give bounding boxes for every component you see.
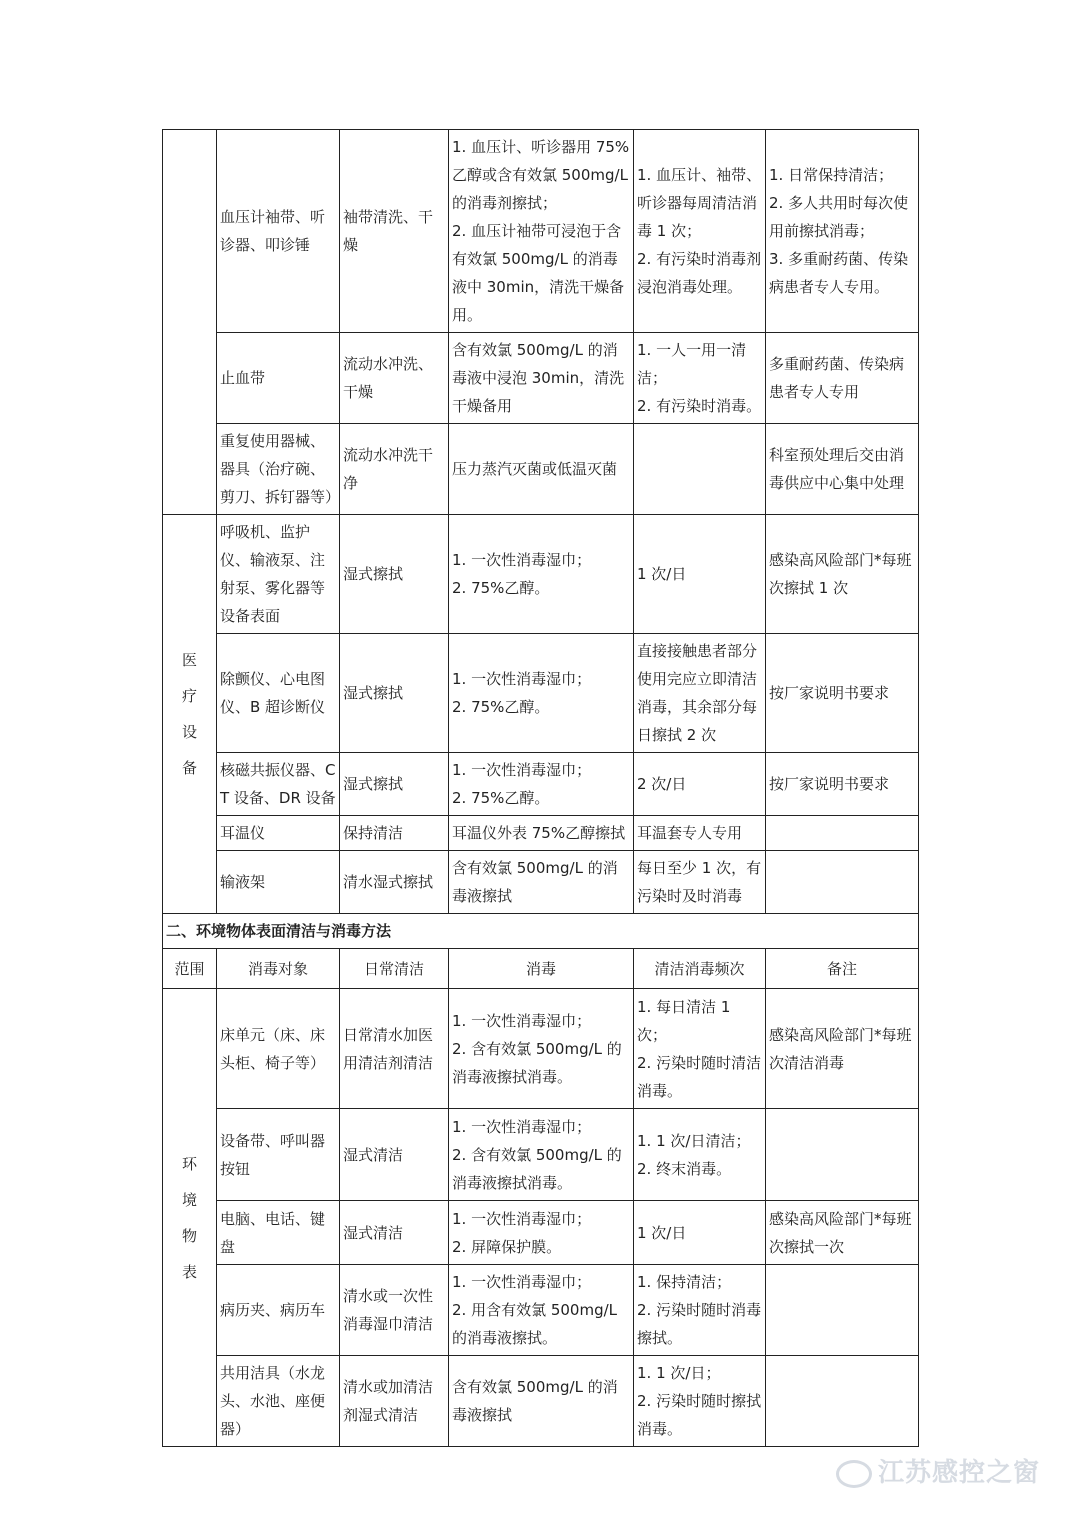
table-row (163, 753, 919, 816)
category-cell-environment (163, 989, 217, 1447)
header-method: 消毒 (449, 949, 634, 989)
table-row (163, 634, 919, 753)
table-row (163, 424, 919, 515)
cell-note: 感染高风险部门*每班次清洁消毒 (766, 989, 919, 1109)
cell-daily-cleaning: 日常清水加医用清洁剂清洁 (340, 989, 449, 1109)
cell-daily-cleaning: 湿式擦拭 (340, 515, 449, 634)
cell-object: 床单元（床、床头柜、椅子等） (217, 989, 340, 1109)
cell-disinfection: 含有效氯 500mg/L 的消毒液中浸泡 30min，清洗干燥备用 (449, 333, 634, 424)
table-row (163, 1265, 919, 1356)
cell-object: 共用洁具（水龙头、水池、座便器） (217, 1356, 340, 1447)
table-row (163, 816, 919, 851)
category-label: 医疗设备 (181, 651, 197, 777)
cell-frequency: 直接接触患者部分使用完应立即清洁消毒，其余部分每日擦拭 2 次 (634, 634, 766, 753)
cell-disinfection: 1. 一次性消毒湿巾； 2. 含有效氯 500mg/L 的消毒液擦拭消毒。 (449, 989, 634, 1109)
cell-object: 设备带、呼叫器按钮 (217, 1109, 340, 1201)
cell-object: 除颤仪、心电图仪、B 超诊断仪 (217, 634, 340, 753)
cell-object: 止血带 (217, 333, 340, 424)
cell-daily-cleaning: 湿式清洁 (340, 1201, 449, 1265)
table-row (163, 130, 919, 333)
cell-note (766, 851, 919, 914)
cell-note: 按厂家说明书要求 (766, 753, 919, 816)
cell-frequency: 1. 血压计、袖带、听诊器每周清洁消毒 1 次； 2. 有污染时消毒剂浸泡消毒处理。 (634, 130, 766, 333)
cell-note: 感染高风险部门*每班次擦拭 1 次 (766, 515, 919, 634)
cell-note (766, 1109, 919, 1201)
cell-frequency (634, 424, 766, 515)
cell-disinfection: 1. 一次性消毒湿巾； 2. 75%乙醇。 (449, 515, 634, 634)
cell-object: 核磁共振仪器、CT 设备、DR 设备 (217, 753, 340, 816)
cell-daily-cleaning: 清水湿式擦拭 (340, 851, 449, 914)
watermark-text: 江苏感控之窗 (877, 1458, 1040, 1488)
cell-disinfection: 压力蒸汽灭菌或低温灭菌 (449, 424, 634, 515)
header-object: 消毒对象 (217, 949, 340, 989)
cell-daily-cleaning: 湿式擦拭 (340, 753, 449, 816)
category-cell-medical-equipment (163, 515, 217, 914)
cell-daily-cleaning: 湿式擦拭 (340, 634, 449, 753)
category-cell (163, 130, 217, 515)
cell-frequency: 1. 1 次/日清洁； 2. 终末消毒。 (634, 1109, 766, 1201)
cell-frequency: 1. 一人一用一清洁； 2. 有污染时消毒。 (634, 333, 766, 424)
cell-frequency: 耳温套专人专用 (634, 816, 766, 851)
cell-disinfection: 1. 一次性消毒湿巾； 2. 用含有效氯 500mg/L 的消毒液擦拭。 (449, 1265, 634, 1356)
cell-note (766, 1265, 919, 1356)
cell-note (766, 816, 919, 851)
section-title: 二、环境物体表面清洁与消毒方法 (163, 914, 919, 949)
cell-object: 电脑、电话、键盘 (217, 1201, 340, 1265)
cell-object: 呼吸机、监护仪、输液泵、注射泵、雾化器等设备表面 (217, 515, 340, 634)
cell-frequency: 1 次/日 (634, 515, 766, 634)
table-row (163, 333, 919, 424)
cell-note: 感染高风险部门*每班次擦拭一次 (766, 1201, 919, 1265)
cell-daily-cleaning: 袖带清洗、干燥 (340, 130, 449, 333)
cell-object: 病历夹、病历车 (217, 1265, 340, 1356)
cell-disinfection: 耳温仪外表 75%乙醇擦拭 (449, 816, 634, 851)
table-row (163, 1356, 919, 1447)
cell-disinfection: 1. 一次性消毒湿巾； 2. 含有效氯 500mg/L 的消毒液擦拭消毒。 (449, 1109, 634, 1201)
cell-daily-cleaning: 湿式清洁 (340, 1109, 449, 1201)
cell-object: 重复使用器械、器具（治疗碗、剪刀、拆钉器等） (217, 424, 340, 515)
table-row (163, 1109, 919, 1201)
cell-note: 多重耐药菌、传染病患者专人专用 (766, 333, 919, 424)
table-row (163, 1201, 919, 1265)
table-row (163, 515, 919, 634)
cell-frequency: 1. 1 次/日； 2. 污染时随时擦拭消毒。 (634, 1356, 766, 1447)
cell-daily-cleaning: 清水或一次性消毒湿巾清洁 (340, 1265, 449, 1356)
header-daily: 日常清洁 (340, 949, 449, 989)
header-scope: 范围 (163, 949, 217, 989)
disinfection-table (162, 129, 919, 1447)
cell-frequency: 1. 每日清洁 1 次； 2. 污染时随时清洁消毒。 (634, 989, 766, 1109)
cell-frequency: 1. 保持清洁； 2. 污染时随时消毒擦拭。 (634, 1265, 766, 1356)
cell-disinfection: 1. 一次性消毒湿巾； 2. 75%乙醇。 (449, 753, 634, 816)
cell-note: 科室预处理后交由消毒供应中心集中处理 (766, 424, 919, 515)
cell-frequency: 每日至少 1 次，有污染时及时消毒 (634, 851, 766, 914)
section-row (163, 914, 919, 949)
watermark (836, 1452, 1040, 1489)
wechat-icon (836, 1460, 872, 1488)
table-row (163, 851, 919, 914)
category-label: 环境物表 (181, 1154, 197, 1281)
cell-disinfection: 1. 血压计、听诊器用 75%乙醇或含有效氯 500mg/L 的消毒剂擦拭； 2. 血压计袖带可浸泡于含有效氯 500mg/L 的消毒液中 30min，清洗干燥备用。 (449, 130, 634, 333)
cell-note (766, 1356, 919, 1447)
table-row (163, 989, 919, 1109)
cell-disinfection: 含有效氯 500mg/L 的消毒液擦拭 (449, 1356, 634, 1447)
cell-daily-cleaning: 清水或加清洁剂湿式清洁 (340, 1356, 449, 1447)
cell-daily-cleaning: 保持清洁 (340, 816, 449, 851)
cell-disinfection: 1. 一次性消毒湿巾； 2. 屏障保护膜。 (449, 1201, 634, 1265)
cell-frequency: 1 次/日 (634, 1201, 766, 1265)
header-row (163, 949, 919, 989)
cell-object: 耳温仪 (217, 816, 340, 851)
cell-frequency: 2 次/日 (634, 753, 766, 816)
cell-disinfection: 1. 一次性消毒湿巾； 2. 75%乙醇。 (449, 634, 634, 753)
cell-note: 1. 日常保持清洁； 2. 多人共用时每次使用前擦拭消毒； 3. 多重耐药菌、传染病患者专人专用。 (766, 130, 919, 333)
cell-daily-cleaning: 流动水冲洗干净 (340, 424, 449, 515)
cell-daily-cleaning: 流动水冲洗、干燥 (340, 333, 449, 424)
cell-note: 按厂家说明书要求 (766, 634, 919, 753)
cell-object: 血压计袖带、听诊器、叩诊锤 (217, 130, 340, 333)
cell-disinfection: 含有效氯 500mg/L 的消毒液擦拭 (449, 851, 634, 914)
header-note: 备注 (766, 949, 919, 989)
cell-object: 输液架 (217, 851, 340, 914)
header-freq: 清洁消毒频次 (634, 949, 766, 989)
